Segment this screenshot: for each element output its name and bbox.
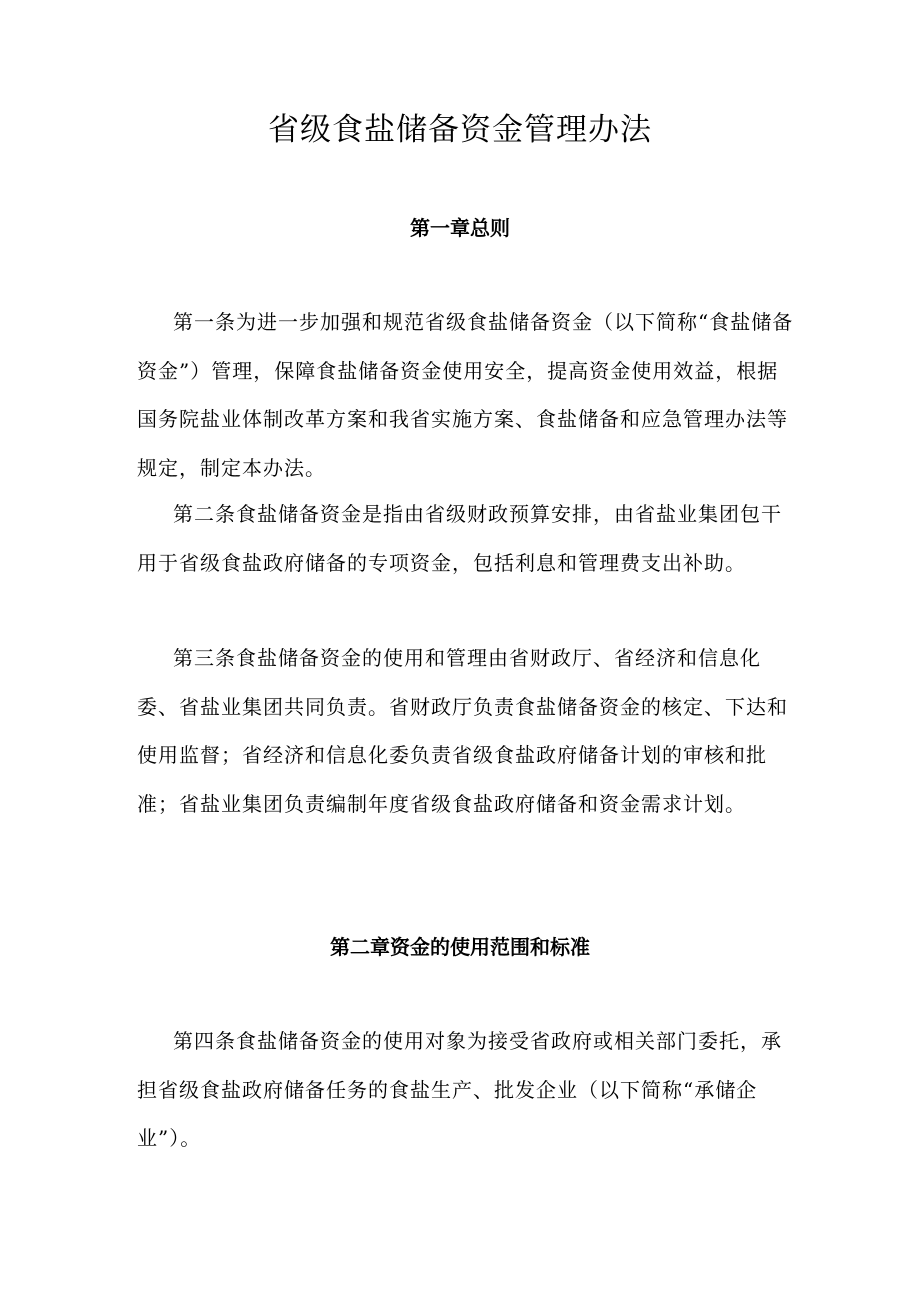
document-title: 省级食盐储备资金管理办法 xyxy=(268,112,652,148)
chapter-heading-2: 第二章资金的使用范围和标准 xyxy=(330,935,590,959)
article-1: 第一条为进一步加强和规范省级食盐储备资金（以下简称“食盐储备资金”）管理，保障食盐储备资金使用安全，提高资金使用效益，根据国务院盐业体制改革方案和我省实施方案、食盐储备和应急管理办法等规定，制定本办法。 xyxy=(137,310,794,480)
article-2: 第二条食盐储备资金是指由省级财政预算安排，由省盐业集团包干用于省级食盐政府储备的专项资金，包括利息和管理费支出补助。 xyxy=(137,502,782,575)
article-4: 第四条食盐储备资金的使用对象为接受省政府或相关部门委托，承担省级食盐政府储备任务的食盐生产、批发企业（以下简称“承储企业”）。 xyxy=(137,1029,782,1150)
chapter-heading-1: 第一章总则 xyxy=(410,216,510,240)
article-3: 第三条食盐储备资金的使用和管理由省财政厅、省经济和信息化委、省盐业集团共同负责。省财政厅负责食盐储备资金的核定、下达和使用监督；省经济和信息化委负责省级食盐政府储备计划的审核和批准；省盐业集团负责编制年度省级食盐政府储备和资金需求计划。 xyxy=(137,646,788,816)
